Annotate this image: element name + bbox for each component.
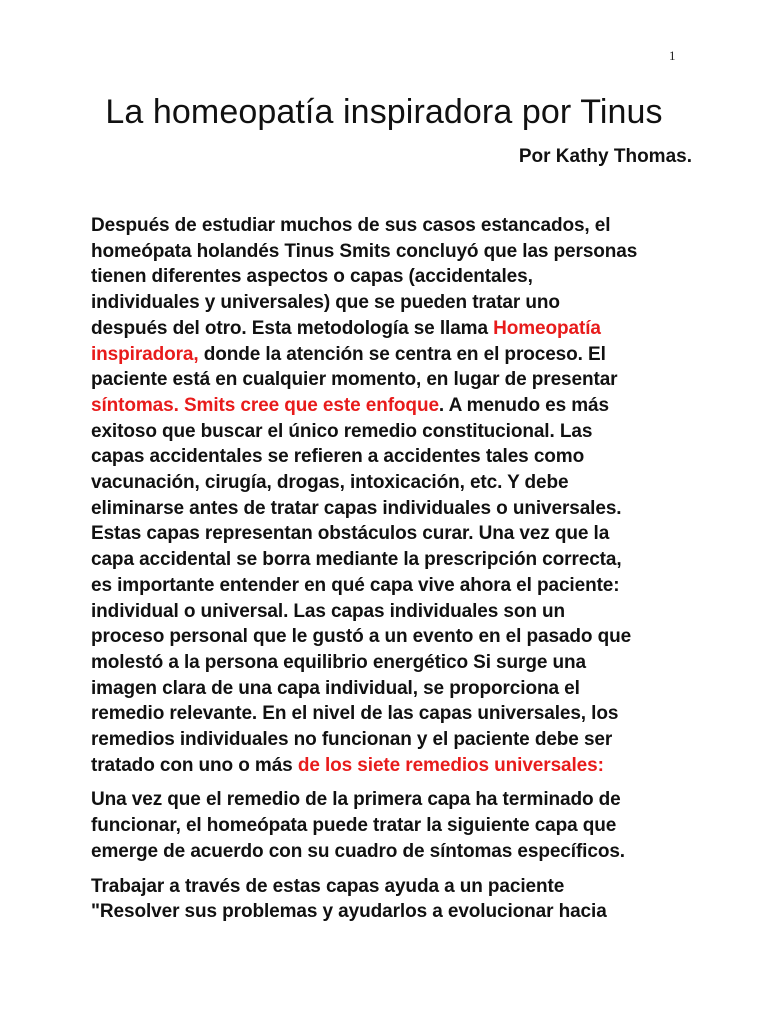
text-line (91, 239, 691, 265)
body-text: Una vez que el remedio de la primera capa ha terminado de (91, 789, 621, 811)
body-text: tratado con uno o más (91, 754, 298, 776)
body-text: Trabajar a través de estas capas ayuda a un paciente (91, 875, 565, 897)
text-line (91, 624, 691, 650)
body-text: individuales y universales) que se pueden tratar uno (91, 292, 560, 314)
text-line (91, 521, 691, 547)
text-line (91, 753, 691, 779)
body-text: capa accidental se borra mediante la prescripción correcta, (91, 549, 622, 571)
body-text: exitoso que buscar el único remedio constitucional. Las (91, 420, 593, 442)
text-line (91, 727, 691, 753)
page-number: 1 (669, 48, 676, 63)
body-text: paciente está en cualquier momento, en lugar de presentar (91, 369, 618, 391)
body-text: emerge de acuerdo con su cuadro de síntomas específicos. (91, 840, 625, 862)
body-text: es importante entender en qué capa vive ahora el paciente: (91, 574, 620, 596)
document-body (91, 213, 691, 925)
body-text: . A menudo es más (438, 394, 609, 416)
body-text: Estas capas representan obstáculos curar. Una vez que la (91, 523, 610, 545)
text-line (91, 393, 691, 419)
body-text: individual o universal. Las capas individuales son un (91, 600, 566, 622)
body-text: "Resolver sus problemas y ayudarlos a evolucionar hacia (91, 901, 607, 923)
body-text: proceso personal que le gustó a un evento en el pasado que (91, 626, 632, 648)
body-text: eliminarse antes de tratar capas individuales o universales. (91, 497, 622, 519)
text-line (91, 342, 691, 368)
body-text: molestó a la persona equilibrio energético Si surge una (91, 651, 586, 673)
paragraph (91, 213, 691, 778)
text-line (91, 367, 691, 393)
paragraph (91, 874, 691, 925)
highlighted-text: síntomas. Smits cree que este enfoque (91, 394, 439, 416)
body-text: después del otro. Esta metodología se llama (91, 317, 494, 339)
text-line (91, 599, 691, 625)
text-line (91, 444, 691, 470)
body-text: vacunación, cirugía, drogas, intoxicación, etc. Y debe (91, 472, 569, 494)
text-line (91, 650, 691, 676)
text-line (91, 496, 691, 522)
text-line (91, 874, 691, 900)
highlighted-text: de los siete remedios universales: (297, 754, 604, 776)
body-text: capas accidentales se refieren a accidentes tales como (91, 446, 585, 468)
text-line (91, 787, 691, 813)
document-author: Por Kathy Thomas. (518, 146, 692, 167)
document-title: La homeopatía inspiradora por Tinus (105, 93, 663, 131)
text-line (91, 316, 691, 342)
body-text: remedio relevante. En el nivel de las capas universales, los (91, 703, 619, 725)
body-text: donde la atención se centra en el proceso. El (198, 343, 606, 365)
highlighted-text: inspiradora, (91, 343, 199, 365)
text-line (91, 573, 691, 599)
text-line (91, 264, 691, 290)
body-text: funcionar, el homeópata puede tratar la siguiente capa que (91, 815, 617, 837)
text-line (91, 419, 691, 445)
text-line (91, 676, 691, 702)
text-line (91, 470, 691, 496)
text-line (91, 701, 691, 727)
text-line (91, 213, 691, 239)
text-line (91, 839, 691, 865)
body-text: tienen diferentes aspectos o capas (accidentales, (91, 266, 533, 288)
text-line (91, 813, 691, 839)
body-text: imagen clara de una capa individual, se proporciona el (91, 677, 580, 699)
text-line (91, 547, 691, 573)
paragraph (91, 787, 691, 864)
body-text: Después de estudiar muchos de sus casos estancados, el (91, 215, 611, 236)
body-text: remedios individuales no funcionan y el paciente debe ser (91, 729, 613, 751)
text-line (91, 899, 691, 925)
body-text: homeópata holandés Tinus Smits concluyó que las personas (91, 240, 638, 262)
highlighted-text: Homeopatía (493, 317, 601, 339)
text-line (91, 290, 691, 316)
